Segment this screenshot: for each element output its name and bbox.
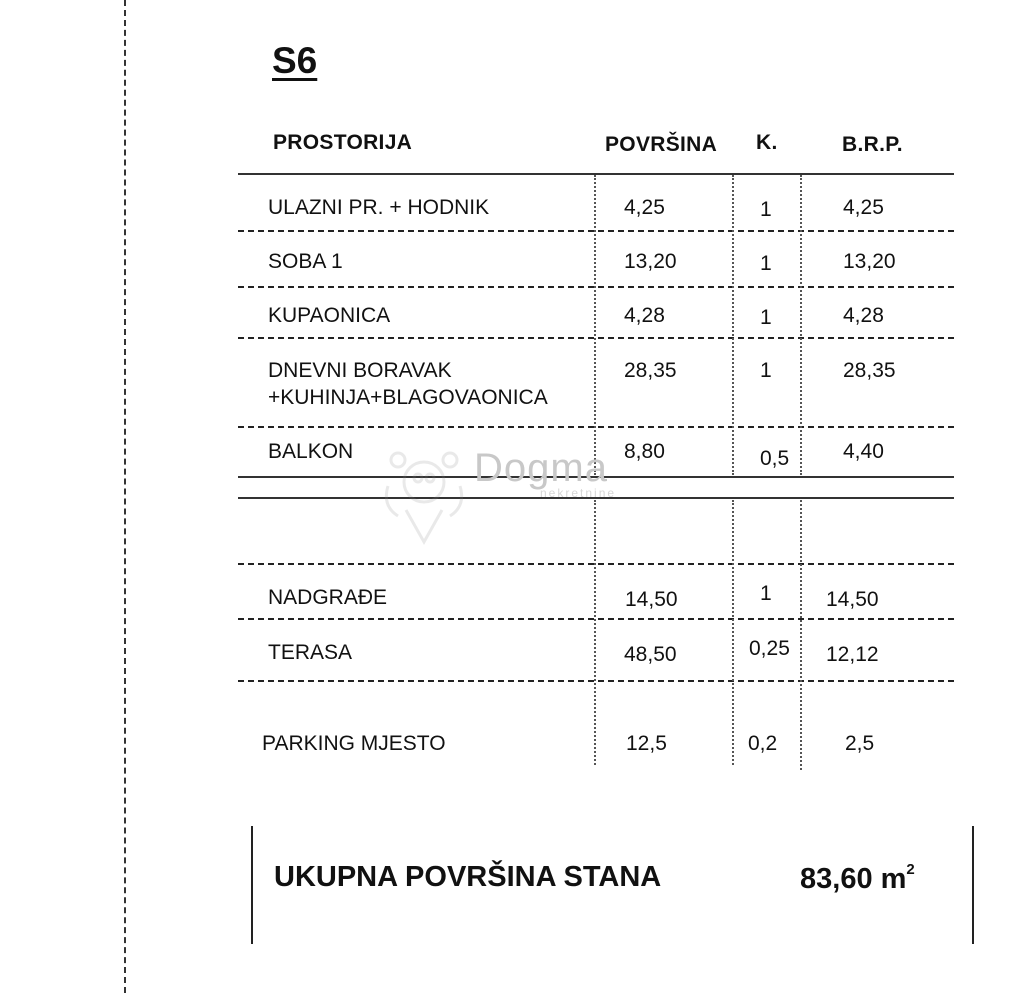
header-brp: B.R.P. <box>842 133 903 156</box>
row-divider <box>238 426 954 428</box>
total-box-right-border <box>972 826 974 944</box>
table-row-area: 8,80 <box>624 440 665 463</box>
header-coef: K. <box>756 131 778 154</box>
parking-area: 12,5 <box>626 732 667 755</box>
table-row-brp: 12,12 <box>826 643 879 666</box>
table-row-coef: 0,5 <box>760 447 790 470</box>
row-divider <box>238 286 954 288</box>
column-separator <box>732 500 734 765</box>
table-row-brp: 4,40 <box>843 440 884 463</box>
table-row-room-line2: +KUHINJA+BLAGOVAONICA <box>268 386 548 409</box>
table-row-brp: 4,25 <box>843 196 884 219</box>
table-row-area: 13,20 <box>624 250 677 273</box>
table-row-room: NADGRAĐE <box>268 586 388 609</box>
table-row-room: ULAZNI PR. + HODNIK <box>268 196 490 219</box>
watermark-text: Dogma <box>474 446 608 490</box>
table-row-area: 48,50 <box>624 643 677 666</box>
table-row-room: DNEVNI BORAVAK <box>268 359 452 382</box>
table-row-room: TERASA <box>268 641 353 664</box>
watermark-subtext: nekretnine <box>540 486 617 500</box>
header-room: PROSTORIJA <box>273 131 413 154</box>
table-row-room: BALKON <box>268 440 354 463</box>
table-row-area: 28,35 <box>624 359 677 382</box>
table-row-area: 14,50 <box>625 588 678 611</box>
table-top-rule <box>238 173 954 175</box>
table-row-coef: 0,25 <box>749 637 790 660</box>
total-value-unit-sup: 2 <box>906 861 915 878</box>
table-row-coef: 1 <box>760 582 772 605</box>
row-divider <box>238 563 954 565</box>
row-divider <box>238 337 954 339</box>
total-label: UKUPNA POVRŠINA STANA <box>274 861 662 893</box>
total-value <box>800 861 915 896</box>
table-row-coef: 1 <box>760 306 772 329</box>
row-divider <box>238 680 954 682</box>
column-separator <box>800 500 802 770</box>
watermark-logo-icon <box>378 446 470 546</box>
table-row-room: KUPAONICA <box>268 304 391 327</box>
margin-line <box>124 0 126 993</box>
page-title: S6 <box>272 40 318 81</box>
total-value-number: 83,60 m <box>800 863 907 895</box>
table-row-brp: 4,28 <box>843 304 884 327</box>
column-separator <box>732 175 734 475</box>
row-divider <box>238 618 954 620</box>
row-divider <box>238 230 954 232</box>
parking-brp: 2,5 <box>845 732 875 755</box>
table-row-brp: 13,20 <box>843 250 896 273</box>
table-row-brp: 28,35 <box>843 359 896 382</box>
table-row-room: SOBA 1 <box>268 250 343 273</box>
table-row-coef: 1 <box>760 359 772 382</box>
parking-coef: 0,2 <box>748 732 778 755</box>
table-row-area: 4,25 <box>624 196 665 219</box>
table-row-area: 4,28 <box>624 304 665 327</box>
table-row-coef: 1 <box>760 252 772 275</box>
column-separator <box>800 175 802 475</box>
total-box-left-border <box>251 826 253 944</box>
table-row-brp: 14,50 <box>826 588 879 611</box>
column-separator <box>594 500 596 765</box>
parking-room: PARKING MJESTO <box>262 732 446 755</box>
table-row-coef: 1 <box>760 198 772 221</box>
header-area: POVRŠINA <box>605 133 718 156</box>
column-separator <box>594 175 596 475</box>
